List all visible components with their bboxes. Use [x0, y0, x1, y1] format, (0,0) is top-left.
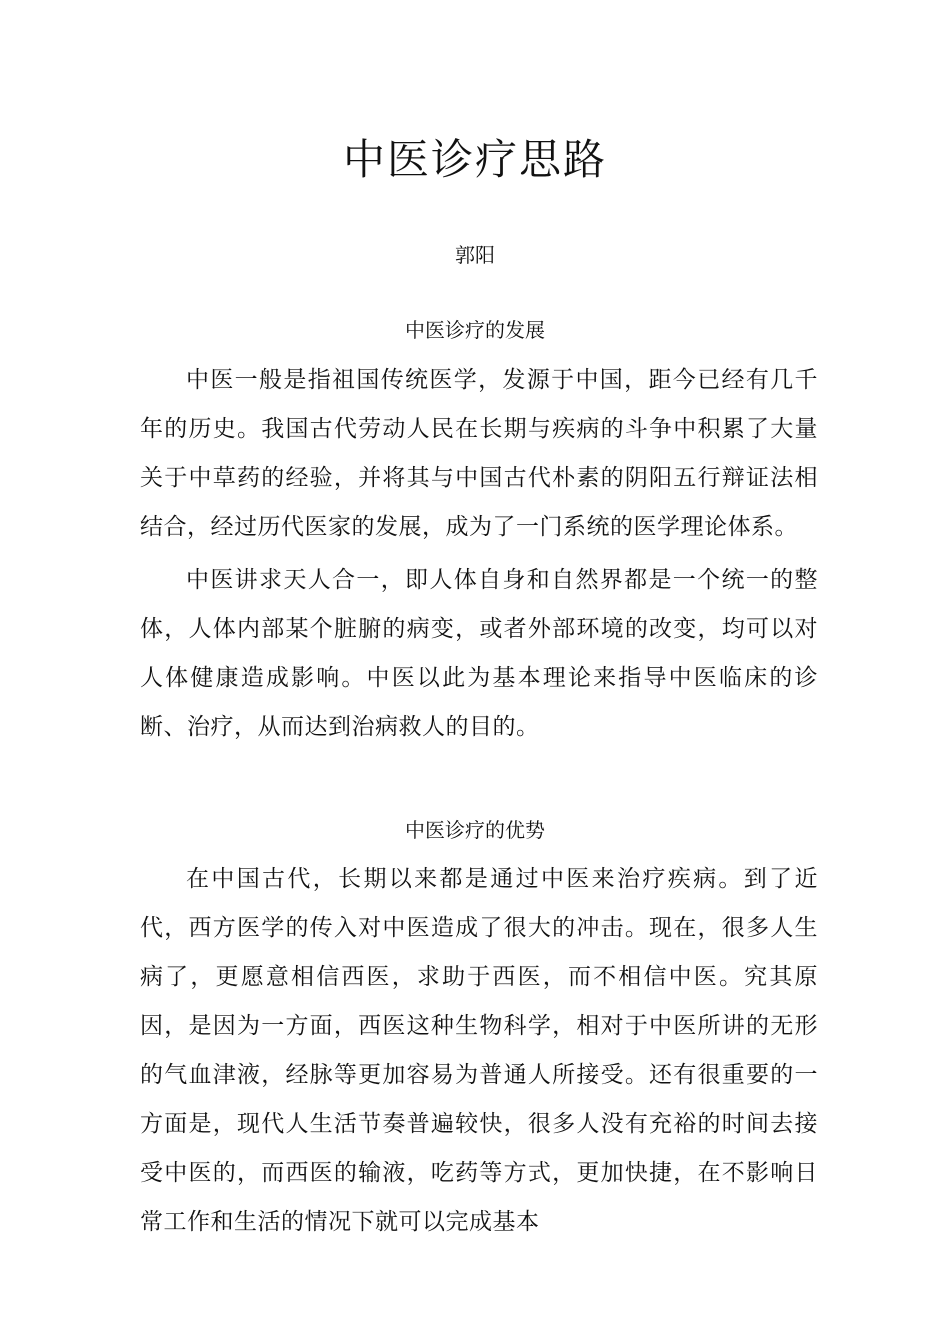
section-heading-development: 中医诊疗的发展 — [405, 318, 545, 342]
paragraph-advantages: 在中国古代，长期以来都是通过中医来治疗疾病。到了近代，西方医学的传入对中医造成了很大的冲击。现在，很多人生病了，更愿意相信西医，求助于西医，而不相信中医。究其原因，是因为一方面，西医这种生物科学，相对于中医所讲的无形的气血津液，经脉等更加容易为普通人所接受。还有很重要的一方面是，现代人生活节奏普遍较快，很多人没有充裕的时间去接受中医的，而西医的输液，吃药等方式，更加快捷，在不影响日常工作和生活的情况下就可以完成基本 — [140, 866, 818, 1235]
paragraph-history: 中医一般是指祖国传统医学，发源于中国，距今已经有几千年的历史。我国古代劳动人民在长期与疾病的斗争中积累了大量关于中草药的经验，并将其与中国古代朴素的阴阳五行辩证法相结合，经过历代医家的发展，成为了一门系统的医学理论体系。 — [140, 367, 818, 540]
document-author: 郭阳 — [455, 243, 495, 267]
section-heading-advantages: 中医诊疗的优势 — [405, 818, 545, 842]
paragraph-holism: 中医讲求天人合一，即人体自身和自然界都是一个统一的整体，人体内部某个脏腑的病变，或者外部环境的改变，均可以对人体健康造成影响。中医以此为基本理论来指导中医临床的诊断、治疗，从而达到治病救人的目的。 — [140, 567, 818, 740]
document-title: 中医诊疗思路 — [342, 135, 607, 184]
